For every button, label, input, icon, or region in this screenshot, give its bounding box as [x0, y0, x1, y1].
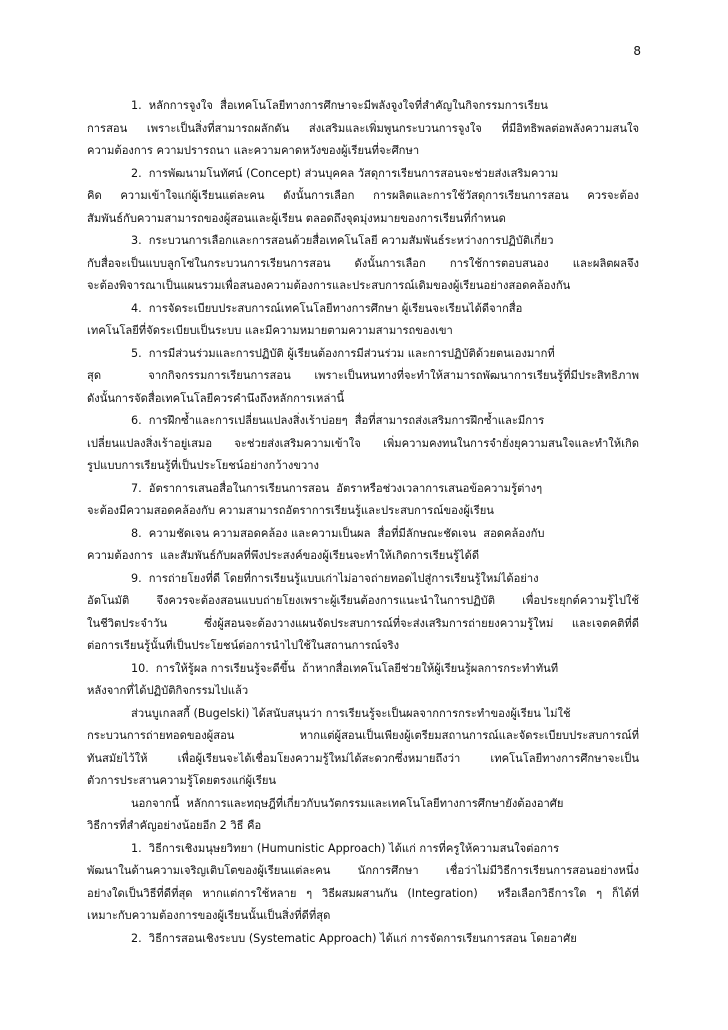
text-line: 9. การถ่ายโยงที่ดี โดยที่การเรียนรู้แบบเก่าไม่อาจถ่ายทอดไปสู่การเรียนรู้ใหม่ได้อย่าง: [131, 571, 539, 585]
text-line: 7. อัตราการเสนอสื่อในการเรียนการสอน อัตราหรือช่วงเวลาการเสนอข้อความรู้ต่างๆ: [131, 481, 543, 495]
text-line: พัฒนาในด้านความเจริญเติบโตของผู้เรียนแต่ละคน นักการศึกษา เชื่อว่าไม่มีวิธีการเรียนการสอนอย่างหนึ่ง: [87, 864, 639, 877]
text-line: 1. วิธีการเชิงมนุษยวิทยา (Humunistic Approach) ได้แก่ การที่ครูให้ความสนใจต่อการ: [131, 841, 560, 855]
text-line: กับสื่อจะเป็นแบบลูกโซ่ในกระบวนการเรียนการสอน ดังนั้นการเลือก การใช้การตอบสนอง และผลิตผลจึง: [87, 256, 639, 270]
text-line: สุด จากกิจกรรมการเรียนการสอน เพราะเป็นหนทางที่จะทำให้สามารถพัฒนาการเรียนรู้ที่มีประสิทธิภาพ: [87, 369, 639, 382]
text-line: การสอน เพราะเป็นสิ่งที่สามารถผลักดัน ส่งเสริมและเพิ่มพูนกระบวนการจูงใจ ที่มีอิทธิพลต่อพลังความสนใจ: [87, 121, 639, 135]
text-line: นอกจากนี้ หลักการและทฤษฎีที่เกี่ยวกับนวัตกรรมและเทคโนโลยีทางการศึกษายังต้องอาศัย: [131, 796, 564, 810]
text-line: เทคโนโลยีที่จัดระเบียบเป็นระบบ และมีความหมายตามความสามารถของเขา: [87, 324, 453, 337]
text-line: ความต้องการ และสัมพันธ์กับผลที่พึงประสงค์ของผู้เรียนจะทำให้เกิดการเรียนรู้ได้ดี: [87, 549, 480, 562]
text-line: ในชีวิตประจำวัน ซึ่งผู้สอนจะต้องวางแผนจัดประสบการณ์ที่จะส่งเสริมการถ่ายยงความรู้ใหม่ และเจตคติที่ดี: [87, 616, 639, 630]
document-body: [87, 95, 639, 950]
text-line: 3. กระบวนการเลือกและการสอนด้วยสื่อเทคโนโลยี ความสัมพันธ์ระหว่างการปฏิบัติเกี่ยว: [131, 234, 554, 247]
text-line: 8. ความชัดเจน ความสอดคล้อง และความเป็นผล สื่อที่มีลักษณะชัดเจน สอดคล้องกับ: [131, 526, 545, 540]
text-line: 10. การให้รู้ผล การเรียนรู้จะดีขึ้น ถ้าหากสื่อเทคโนโลยีช่วยให้ผู้เรียนรู้ผลการกระทำทันที: [131, 661, 559, 675]
text-line: ตัวการประสานความรู้โดยตรงแก่ผู้เรียน: [87, 774, 277, 787]
text-line: 6. การฝึกซ้ำและการเปลี่ยนแปลงสิ่งเร้าบ่อยๆ สื่อที่สามารถส่งเสริมการฝึกซ้ำและมีการ: [131, 414, 545, 427]
text-line: ความต้องการ ความปรารถนา และความคาดหวังของผู้เรียนที่จะศึกษา: [87, 144, 420, 157]
text-line: รูปแบบการเรียนรู้ที่เป็นประโยชน์อย่างกว้างขวาง: [87, 459, 319, 472]
text-line: ส่วนบูเกลสกี้ (Bugelski) ได้สนับสนุนว่า การเรียนรู้จะเป็นผลจากการกระทำของผู้เรียน ไม่ใช้: [131, 706, 571, 720]
text-line: ดังนั้นการจัดสื่อเทคโนโลยีควรคำนึงถึงหลักการเหล่านี้: [87, 391, 345, 405]
text-line: จะต้องมีความสอดคล้องกับ ความสามารถอัตราการเรียนรู้และประสบการณ์ของผู้เรียน: [87, 504, 494, 517]
page-number: 8: [633, 44, 641, 58]
text-line: ทันสมัยไว้ให้ เพื่อผู้เรียนจะได้เชื่อมโยงความรู้ใหม่ได้สะดวกซึ่งหมายถึงว่า เทคโนโลยีทางการศึกษาจะเป็น: [87, 751, 639, 765]
text-line: อัตโนมัติ จึงควรจะต้องสอนแบบถ่ายโยงเพราะผู้เรียนต้องการแนะนำในการปฏิบัติ เพื่อประยุกต์ความรู้ไปใช้: [87, 594, 639, 607]
text-line: หลังจากที่ได้ปฏิบัติกิจกรรมไปแล้ว: [87, 684, 249, 697]
text-line: อย่างใดเป็นวิธีที่ดีที่สุด หากแต่การใช้หลาย ๆ วิธีผสมผสานกัน (Integration) หรือเลือกวิธีการใด ๆ ก็ได้ที่: [87, 886, 639, 900]
text-line: ต่อการเรียนรู้นั้นที่เป็นประโยชน์ต่อการนำไปใช้ในสถานการณ์จริง: [87, 639, 400, 652]
text-line: เหมาะกับความต้องการของผู้เรียนนั้นเป็นสิ่งที่ดีที่สุด: [87, 909, 331, 922]
text-line: สัมพันธ์กับความสามารถของผู้สอนและผู้เรียน ตลอดถึงจุดมุ่งหมายของการเรียนที่กำหนด: [87, 211, 506, 225]
text-line: 4. การจัดระเบียบประสบการณ์เทคโนโลยีทางการศึกษา ผู้เรียนจะเรียนได้ดีจากสื่อ: [131, 301, 523, 315]
text-line: 5. การมีส่วนร่วมและการปฏิบัติ ผู้เรียนต้องการมีส่วนร่วม และการปฏิบัติด้วยตนเองมากที่: [131, 346, 555, 360]
text-line: คิด ความเข้าใจแก่ผู้เรียนแต่ละคน ดังนั้นการเลือก การผลิตและการใช้วัสดุการเรียนการสอน ควรจะต้อง: [87, 189, 639, 202]
text-line: จะต้องพิจารณาเป็นแผนรวมเพื่อสนองความต้องการและประสบการณ์เดิมของผู้เรียนอย่างสอดคล้องกัน: [87, 279, 571, 292]
text-line: 2. การพัฒนามโนทัศน์ (Concept) ส่วนบุคคล วัสดุการเรียนการสอนจะช่วยส่งเสริมความ: [131, 166, 559, 180]
text-line: เปลี่ยนแปลงสิ่งเร้าอยู่เสมอ จะช่วยส่งเสริมความเข้าใจ เพิ่มความคงทนในการจำยั่งยุความสนใจและทำให้เกิด: [87, 436, 639, 450]
text-line: กระบวนการถ่ายทอดของผู้สอน หากแต่ผู้สอนเป็นเพียงผู้เตรียมสถานการณ์และจัดระเบียบประสบการณ์ที่: [87, 729, 639, 742]
text-line: วิธีการที่สำคัญอย่างน้อยอีก 2 วิธี คือ: [87, 819, 262, 832]
text-line: 2. วิธีการสอนเชิงระบบ (Systematic Approach) ได้แก่ การจัดการเรียนการสอน โดยอาศัย: [131, 931, 577, 945]
text-line: 1. หลักการจูงใจ สื่อเทคโนโลยีทางการศึกษาจะมีพลังจูงใจที่สำคัญในกิจกรรมการเรียน: [131, 99, 548, 112]
